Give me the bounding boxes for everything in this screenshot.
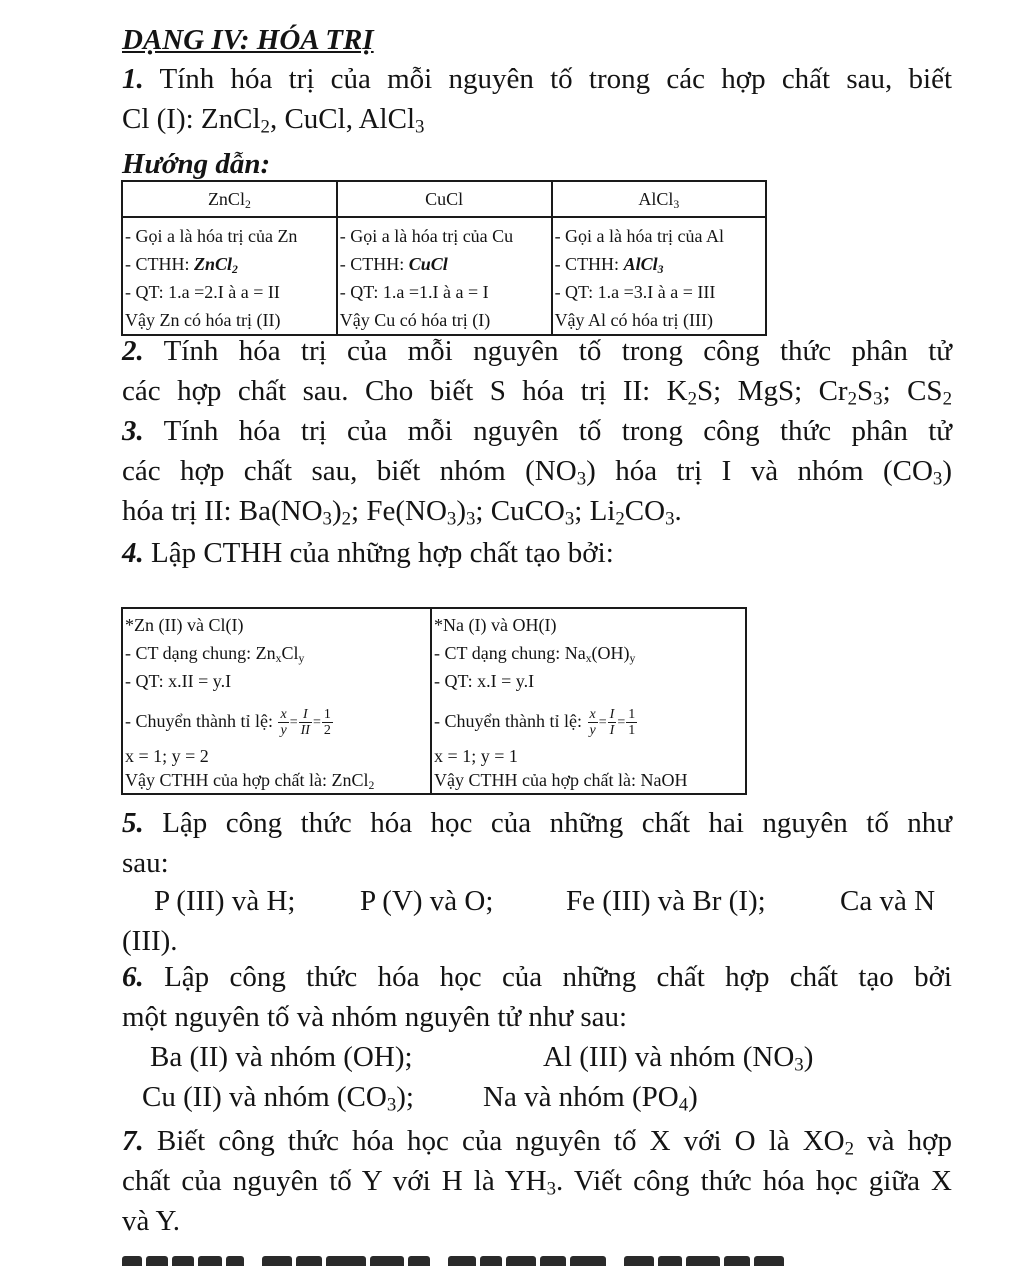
q3-line2: các hợp chất sau, biết nhóm $(NO_3)$ hóa trị I và nhóm $(CO_3)$ <box>122 455 952 490</box>
q7-line2: chất của nguyên tố Y với H là $YH_3$. Viết công thức hóa học giữa X <box>122 1165 952 1200</box>
table-header-cell: ZnCl$_2$ <box>122 181 337 217</box>
q1-line1: 1. Tính hóa trị của mỗi nguyên tố trong các hợp chất sau, biết <box>122 63 952 95</box>
table-row <box>122 608 746 794</box>
section-heading: DẠNG IV: HÓA TRỊ <box>122 24 374 56</box>
guide-label: Hướng dẫn: <box>122 148 271 180</box>
table-cell-zncl2: *Zn (II) và Cl(I) - CT dạng chung: $Zn_xCl_y$ - QT: x.II = y.I - Chuyển thành tỉ lệ: $\frac{x}{y}$ = $\frac{I}{II}$ = $\frac{1}{2}$ x = 1; y = 2 Vậy CTHH của hợp chất là: ZnCl$_2$ <box>122 608 431 794</box>
valence-table <box>121 180 767 336</box>
q7-number: 7. <box>122 1125 144 1157</box>
q5-item-1: P (III) và H; <box>154 885 296 917</box>
q6-item-4: Na và nhóm $(PO_4)$ <box>483 1081 698 1116</box>
q5-line1: 5. Lập công thức hóa học của những chất hai nguyên tố như <box>122 807 953 839</box>
q3-line3: hóa trị II: $Ba(NO_3)_2$; $Fe(NO_3)_3$; CuCO$_3$; $Li_2CO_3$. <box>122 495 682 530</box>
q3-line1: 3. Tính hóa trị của mỗi nguyên tố trong công thức phân tử <box>122 415 952 447</box>
q6-item-3: Cu (II) và nhóm $(CO_3)$; <box>142 1081 414 1116</box>
table-cell-cu: - Gọi a là hóa trị của Cu - CTHH: CuCl - QT: 1.a =1.I à a = I Vậy Cu có hóa trị (I) <box>337 217 552 335</box>
table-row <box>122 217 766 335</box>
cutoff-next-heading <box>122 1250 862 1266</box>
q6-line2: một nguyên tố và nhóm nguyên tử như sau: <box>122 1001 628 1033</box>
q4-number: 4. <box>122 537 144 569</box>
q6-item-1: Ba (II) và nhóm (OH); <box>150 1041 413 1073</box>
table-header-row <box>122 181 766 217</box>
table-cell-naoh: *Na (I) và OH(I) - CT dạng chung: $Na_x(OH)_y$ - QT: x.I = y.I - Chuyển thành tỉ lệ: $\frac{x}{y}$ = $\frac{I}{I}$ = $\frac{1}{1}$ x = 1; y = 1 Vậy CTHH của hợp chất là: NaOH <box>431 608 746 794</box>
table-cell-zn: - Gọi a là hóa trị của Zn - CTHH: ZnCl$_2$ - QT: 1.a =2.I à a = II Vậy Zn có hóa trị (II) <box>122 217 337 335</box>
q6-line1: 6. Lập công thức hóa học của những chất hợp chất tạo bởi <box>122 961 952 993</box>
q2-line2: các hợp chất sau. Cho biết S hóa trị II: $K_2S$; MgS; $Cr_2S_3$; $CS_2$ <box>122 375 952 410</box>
q7-line1: 7. Biết công thức hóa học của nguyên tố X với O là $XO_2$ và hợp <box>122 1125 953 1160</box>
q2-number: 2. <box>122 335 144 367</box>
table-cell-al: - Gọi a là hóa trị của Al - CTHH: AlCl$_3$ - QT: 1.a =3.I à a = III Vậy Al có hóa trị (III) <box>552 217 766 335</box>
q4-line: 4. Lập CTHH của những hợp chất tạo bởi: <box>122 537 614 569</box>
q2-line1: 2. Tính hóa trị của mỗi nguyên tố trong công thức phân tử <box>122 335 952 367</box>
q1-number: 1. <box>122 63 144 95</box>
q7-line3: và Y. <box>122 1205 180 1237</box>
table-header-cell: AlCl$_3$ <box>552 181 766 217</box>
table-header-cell: CuCl <box>337 181 552 217</box>
q5-line4: (III). <box>122 925 178 957</box>
q6-item-2: Al (III) và nhóm $(NO_3)$ <box>543 1041 814 1076</box>
q1-line2: Cl (I): ZnCl$_2$, CuCl, AlCl$_3$ <box>122 103 425 138</box>
q5-line2: sau: <box>122 847 169 879</box>
q5-number: 5. <box>122 807 144 839</box>
q5-item-4: Ca và N <box>840 885 936 917</box>
q6-number: 6. <box>122 961 144 993</box>
q3-number: 3. <box>122 415 144 447</box>
q5-item-2: P (V) và O; <box>360 885 494 917</box>
q5-item-3: Fe (III) và Br (I); <box>566 885 766 917</box>
formula-table <box>121 607 747 795</box>
